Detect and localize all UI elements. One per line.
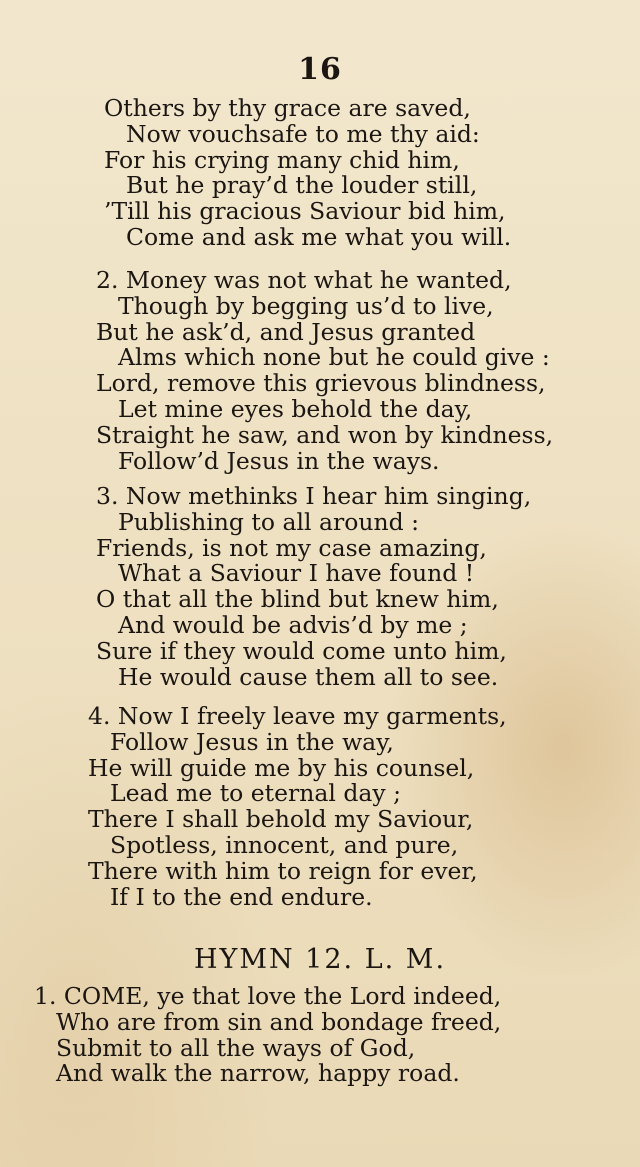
verse-line: Follow Jesus in the way, [110, 727, 394, 756]
verse-line: Friends, is not my case amazing, [96, 533, 487, 562]
verse-line: But he pray’d the louder still, [126, 171, 478, 200]
hymn-12-stanza-1 [34, 984, 554, 1087]
page-number: 16 [298, 52, 342, 87]
verse-line: O that all the blind but knew him, [96, 585, 499, 614]
verse-line: 1. COME, ye that love the Lord indeed, [34, 982, 502, 1010]
verse-line: Who are from sin and bondage freed, [56, 1007, 502, 1036]
verse-line: But he ask’d, and Jesus granted [96, 317, 476, 346]
verse-line: Others by thy grace are saved, [104, 94, 471, 122]
verse-line: For his crying many chid him, [104, 145, 460, 174]
verse-line: Sure if they would come unto him, [96, 636, 507, 665]
verse-line: 2. Money was not what he wanted, [96, 266, 512, 294]
stanza-continued [104, 96, 574, 251]
verse-line: Let mine eyes behold the day, [118, 394, 473, 423]
verse-line: There with him to reign for ever, [88, 856, 478, 885]
verse-line: Lead me to eternal day ; [110, 779, 402, 808]
verse-line: Alms which none but he could give : [118, 343, 550, 372]
verse-line: Lord, remove this grievous blindness, [96, 369, 546, 398]
verse-line: And would be advis’d by me ; [118, 610, 468, 639]
verse-line: Spotless, innocent, and pure, [110, 830, 459, 859]
verse-line: 4. Now I freely leave my garments, [88, 702, 507, 730]
verse-line: There I shall behold my Saviour, [88, 805, 474, 834]
verse-line: He would cause them all to see. [118, 662, 499, 691]
verse-line: Publishing to all around : [118, 507, 420, 536]
verse-line: 3. Now methinks I hear him singing, [96, 482, 532, 510]
verse-line: Follow’d Jesus in the ways. [118, 446, 440, 475]
verse-line: ’Till his gracious Saviour bid him, [104, 197, 506, 226]
stanza-4 [88, 704, 558, 910]
stanza-2 [96, 268, 566, 474]
verse-line: If I to the end endure. [110, 882, 373, 911]
verse-line: Now vouchsafe to me thy aid: [126, 119, 480, 148]
verse-line: Submit to all the ways of God, [56, 1033, 416, 1062]
stanza-3 [96, 484, 566, 690]
hymn-title: HYMN 12. L. M. [193, 944, 447, 975]
verse-line: Straight he saw, and won by kindness, [96, 420, 554, 449]
verse-line: Though by begging us’d to live, [118, 291, 494, 320]
verse-line: And walk the narrow, happy road. [56, 1059, 460, 1088]
verse-line: Come and ask me what you will. [126, 222, 512, 251]
verse-line: What a Saviour I have found ! [118, 559, 475, 588]
verse-line: He will guide me by his counsel, [88, 753, 475, 782]
